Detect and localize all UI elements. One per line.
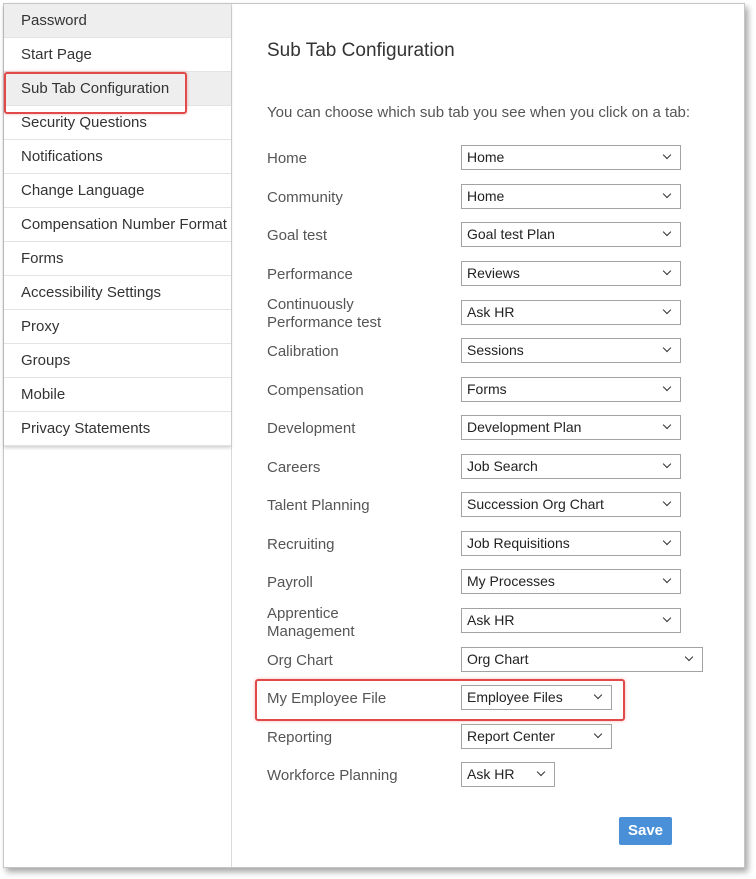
select-value: Reviews (467, 265, 520, 281)
select-performance[interactable] (461, 261, 681, 286)
chevron-down-icon (663, 344, 671, 352)
row-label-line: Apprentice (267, 605, 339, 622)
row-label-development: Development (267, 420, 356, 437)
select-value: Home (467, 188, 505, 204)
row-label-careers: Careers (267, 459, 321, 476)
row-label-community: Community (267, 189, 343, 206)
row-label-workforce-planning: Workforce Planning (267, 767, 398, 784)
sidebar-item-accessibility-settings[interactable]: Accessibility Settings (4, 276, 231, 310)
row-label-compensation: Compensation (267, 382, 364, 399)
chevron-down-icon (663, 498, 671, 506)
row-label-continuously-performance-test (267, 296, 381, 332)
sidebar-item-start-page[interactable]: Start Page (4, 38, 231, 72)
row-label-talent-planning: Talent Planning (267, 497, 370, 514)
select-home[interactable] (461, 145, 681, 170)
chevron-down-icon (663, 151, 671, 159)
save-button[interactable]: Save (619, 817, 672, 845)
chevron-down-icon (663, 306, 671, 314)
select-value: Sessions (467, 342, 524, 358)
chevron-down-icon (663, 228, 671, 236)
row-label-line: Performance test (267, 314, 382, 331)
sidebar-item-change-language[interactable]: Change Language (4, 174, 231, 208)
chevron-down-icon (663, 421, 671, 429)
row-label-line: Management (267, 623, 355, 640)
select-workforce-planning[interactable] (461, 762, 555, 787)
row-label-goal-test: Goal test (267, 227, 328, 244)
select-value: Job Requisitions (467, 535, 570, 551)
select-community[interactable] (461, 184, 681, 209)
select-value: Ask HR (467, 612, 515, 628)
sidebar-item-sub-tab-configuration[interactable]: Sub Tab Configuration (4, 72, 231, 106)
select-value: Goal test Plan (467, 226, 555, 242)
sidebar-item-proxy[interactable]: Proxy (4, 310, 231, 344)
intro-text: You can choose which sub tab you see when you click on a tab: (267, 104, 691, 121)
select-payroll[interactable] (461, 569, 681, 594)
select-value: Succession Org Chart (467, 496, 604, 512)
sidebar-item-password[interactable]: Password (4, 4, 231, 38)
settings-window (3, 3, 745, 868)
sidebar-item-security-questions[interactable]: Security Questions (4, 106, 231, 140)
select-apprentice-management[interactable] (461, 608, 681, 633)
highlight-box-my-employee-file (255, 679, 625, 721)
sidebar-item-mobile[interactable]: Mobile (4, 378, 231, 412)
row-label-reporting: Reporting (267, 729, 333, 746)
row-label-apprentice-management (267, 605, 355, 641)
sidebar-item-forms[interactable]: Forms (4, 242, 231, 276)
select-value: Report Center (467, 728, 555, 744)
select-value: Ask HR (467, 766, 515, 782)
row-label-my-employee-file: My Employee File (267, 690, 387, 707)
chevron-down-icon (663, 537, 671, 545)
chevron-down-icon (685, 653, 693, 661)
sidebar (4, 4, 232, 867)
select-value: Job Search (467, 458, 538, 474)
select-reporting[interactable] (461, 724, 612, 749)
select-value: Home (467, 149, 505, 165)
row-label-line: Continuously (267, 296, 354, 313)
main-panel (232, 4, 744, 867)
select-development[interactable] (461, 415, 681, 440)
select-compensation[interactable] (461, 377, 681, 402)
chevron-down-icon (663, 190, 671, 198)
sidebar-item-privacy-statements[interactable]: Privacy Statements (4, 412, 231, 446)
chevron-down-icon (663, 460, 671, 468)
select-continuously-performance-test[interactable] (461, 300, 681, 325)
select-org-chart[interactable] (461, 647, 703, 672)
highlight-box-sub-tab-configuration (4, 72, 187, 114)
sidebar-nav (4, 4, 231, 446)
select-value: Development Plan (467, 419, 582, 435)
chevron-down-icon (663, 614, 671, 622)
row-label-org-chart: Org Chart (267, 652, 333, 669)
page-title: Sub Tab Configuration (267, 40, 455, 61)
select-recruiting[interactable] (461, 531, 681, 556)
row-label-calibration: Calibration (267, 343, 339, 360)
chevron-down-icon (594, 730, 602, 738)
chevron-down-icon (663, 267, 671, 275)
row-label-recruiting: Recruiting (267, 536, 335, 553)
row-label-performance: Performance (267, 266, 353, 283)
chevron-down-icon (663, 575, 671, 583)
select-careers[interactable] (461, 454, 681, 479)
select-value: Employee Files (467, 689, 563, 705)
row-label-home: Home (267, 150, 308, 167)
sidebar-item-groups[interactable]: Groups (4, 344, 231, 378)
row-label-payroll: Payroll (267, 574, 313, 591)
chevron-down-icon (663, 383, 671, 391)
select-calibration[interactable] (461, 338, 681, 363)
select-value: Ask HR (467, 304, 515, 320)
select-talent-planning[interactable] (461, 492, 681, 517)
sidebar-item-compensation-number-format[interactable]: Compensation Number Format (4, 208, 231, 242)
select-value: Org Chart (467, 651, 529, 667)
chevron-down-icon (537, 768, 545, 776)
select-value: My Processes (467, 573, 555, 589)
select-value: Forms (467, 381, 507, 397)
sidebar-item-notifications[interactable]: Notifications (4, 140, 231, 174)
select-goal-test[interactable] (461, 222, 681, 247)
